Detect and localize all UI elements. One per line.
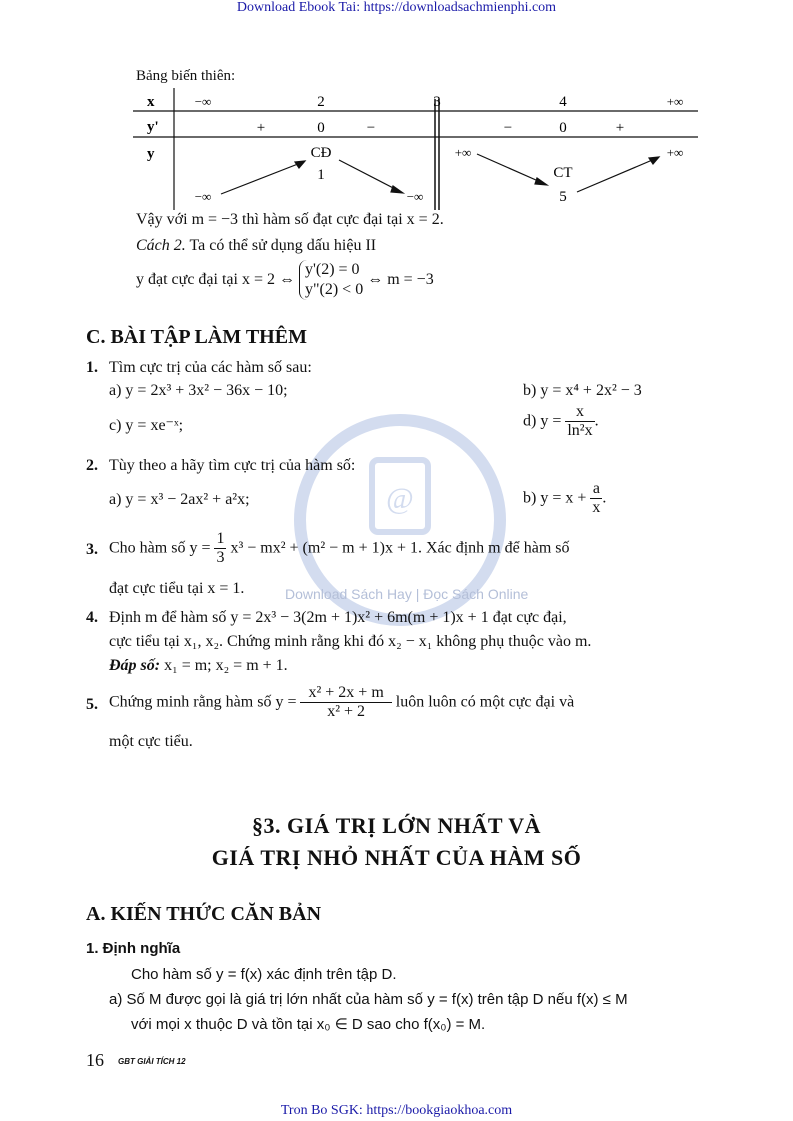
table-caption: Bảng biến thiên: (136, 68, 236, 84)
watermark-text: Download Sách Hay | Đọc Sách Online (285, 586, 529, 602)
condition-system (299, 260, 363, 300)
arrow-up (221, 162, 303, 194)
condition-line (136, 260, 434, 300)
ex2-b-lhs: b) y = x + (523, 489, 587, 507)
y-value-ct: CT (553, 165, 573, 181)
condition-left: y đạt cực đại tại x = 2 ⇔ (136, 271, 295, 288)
ex2-b-fraction (590, 480, 602, 517)
ex3-line1 (109, 530, 570, 567)
ex4-line1: Định m để hàm số y = 2x³ − 3(2m + 1)x² + 6m(m + 1)x + 1 đạt cực đại, (109, 609, 567, 626)
condition-eq2: y"(2) < 0 (304, 281, 364, 298)
cach2-text: Ta có thể sử dụng dấu hiệu II (189, 237, 377, 254)
x-value: +∞ (666, 94, 684, 109)
ex1-d-den: ln²x (567, 422, 593, 439)
y-value: −∞ (194, 189, 212, 204)
ex2-b-end: . (602, 489, 607, 507)
ex3-den: 3 (216, 549, 225, 566)
def-heading: 1. Định nghĩa (86, 940, 181, 957)
table-yprime-label: y' (147, 119, 159, 135)
ex2-number: 2. (86, 457, 98, 474)
x-value: −∞ (194, 94, 212, 109)
ex5-line2: một cực tiểu. (109, 733, 193, 750)
x-value: 3 (433, 94, 441, 110)
ex5-post: luôn luôn có một cực đại và (395, 693, 575, 711)
ex5-line1 (109, 684, 574, 721)
ex1-d-lhs: d) y = (523, 412, 562, 430)
header-link[interactable]: Download Ebook Tai: https://downloadsachmienphi.com (236, 0, 557, 15)
ex4-answer: x₁ = m; x₂ = m + 1. (164, 657, 288, 674)
page-number: 16 (86, 1050, 104, 1070)
def-intro: Cho hàm số y = f(x) xác định trên tập D. (131, 966, 397, 983)
ex5-pre: Chứng minh rằng hàm số y = (109, 693, 297, 711)
def-a-line1: a) Số M được gọi là giá trị lớn nhất của hàm số y = f(x) trên tập D nếu f(x) ≤ M (109, 991, 628, 1008)
ex4-number: 4. (86, 609, 98, 626)
condition-right: ⇔ m = −3 (367, 271, 434, 288)
y-value: +∞ (666, 145, 684, 160)
ex1-a: a) y = 2x³ + 3x² − 36x − 10; (109, 382, 288, 399)
x-value: 2 (317, 94, 325, 110)
conclusion-text: Vậy với m = −3 thì hàm số đạt cực đại tại x = 2. (136, 211, 444, 228)
y-value: 5 (559, 189, 567, 205)
ex1-d-end: . (594, 412, 599, 430)
yprime-sign: 0 (317, 120, 325, 136)
table-x-label: x (147, 94, 155, 110)
ex1-d (523, 403, 599, 440)
footer-link[interactable]: Tron Bo SGK: https://bookgiaokhoa.com (280, 1103, 513, 1118)
ex5-fraction (300, 684, 391, 721)
variation-table (133, 88, 703, 212)
ex2-b-den: x (592, 499, 601, 516)
y-value-cd: CĐ (310, 145, 332, 161)
ex3-line2: đạt cực tiểu tại x = 1. (109, 580, 245, 597)
arrow-up (577, 158, 657, 192)
def-a-line2: với mọi x thuộc D và tồn tại x₀ ∈ D sao cho f(x₀) = M. (131, 1016, 486, 1033)
section-c-heading: C. BÀI TẬP LÀM THÊM (86, 326, 307, 348)
ex3-post: x³ − mx² + (m² − m + 1)x + 1. Xác định m để hàm số (230, 539, 570, 557)
yprime-sign: − (503, 120, 513, 136)
section3-title-line1: §3. GIÁ TRỊ LỚN NHẤT VÀ (251, 813, 541, 838)
table-y-label: y (147, 146, 155, 162)
yprime-sign: + (615, 120, 625, 136)
ex2-b-num: a (590, 480, 602, 499)
ex2-text: Tùy theo a hãy tìm cực trị của hàm số: (109, 457, 356, 474)
ex5-number: 5. (86, 696, 98, 713)
section-a-heading: A. KIẾN THỨC CĂN BẢN (86, 903, 322, 925)
cach2-label: Cách 2. (136, 237, 186, 254)
condition-eq1: y'(2) = 0 (304, 261, 360, 278)
yprime-sign: 0 (559, 120, 567, 136)
book-title: GBT GIẢI TÍCH 12 (118, 1057, 186, 1066)
section3-title-line2: GIÁ TRỊ NHỎ NHẤT CỦA HÀM SỐ (211, 845, 582, 870)
ex2-b (523, 480, 606, 517)
y-value: +∞ (454, 145, 472, 160)
yprime-sign: − (366, 120, 376, 136)
yprime-sign: + (256, 120, 266, 136)
ex1-c: c) y = xe⁻ˣ; (109, 417, 184, 434)
ex3-pre: Cho hàm số y = (109, 539, 211, 557)
ex4-line2: cực tiểu tại x₁, x₂. Chứng minh rằng khi đó x₂ − x₁ không phụ thuộc vào m. (109, 633, 592, 650)
ex1-d-num: x (565, 403, 594, 422)
ex5-num: x² + 2x + m (300, 684, 391, 703)
ex3-num: 1 (216, 530, 225, 547)
y-value: −∞ (406, 189, 424, 204)
ex1-d-fraction (565, 403, 594, 440)
ex2-a: a) y = x³ − 2ax² + a²x; (109, 491, 250, 508)
ex4-answer-label: Đáp số: (109, 657, 161, 674)
ex1-text: Tìm cực trị của các hàm số sau: (109, 359, 312, 376)
ex5-den: x² + 2 (327, 703, 366, 720)
x-value: 4 (559, 94, 567, 110)
ex3-number: 3. (86, 541, 98, 558)
arrow-down (477, 154, 545, 184)
ex1-number: 1. (86, 359, 98, 376)
ex3-fraction (214, 530, 226, 567)
ex1-b: b) y = x⁴ + 2x² − 3 (523, 382, 642, 399)
arrow-down (339, 160, 401, 192)
watermark-at-icon: @ (386, 482, 414, 515)
y-value: 1 (317, 167, 325, 183)
